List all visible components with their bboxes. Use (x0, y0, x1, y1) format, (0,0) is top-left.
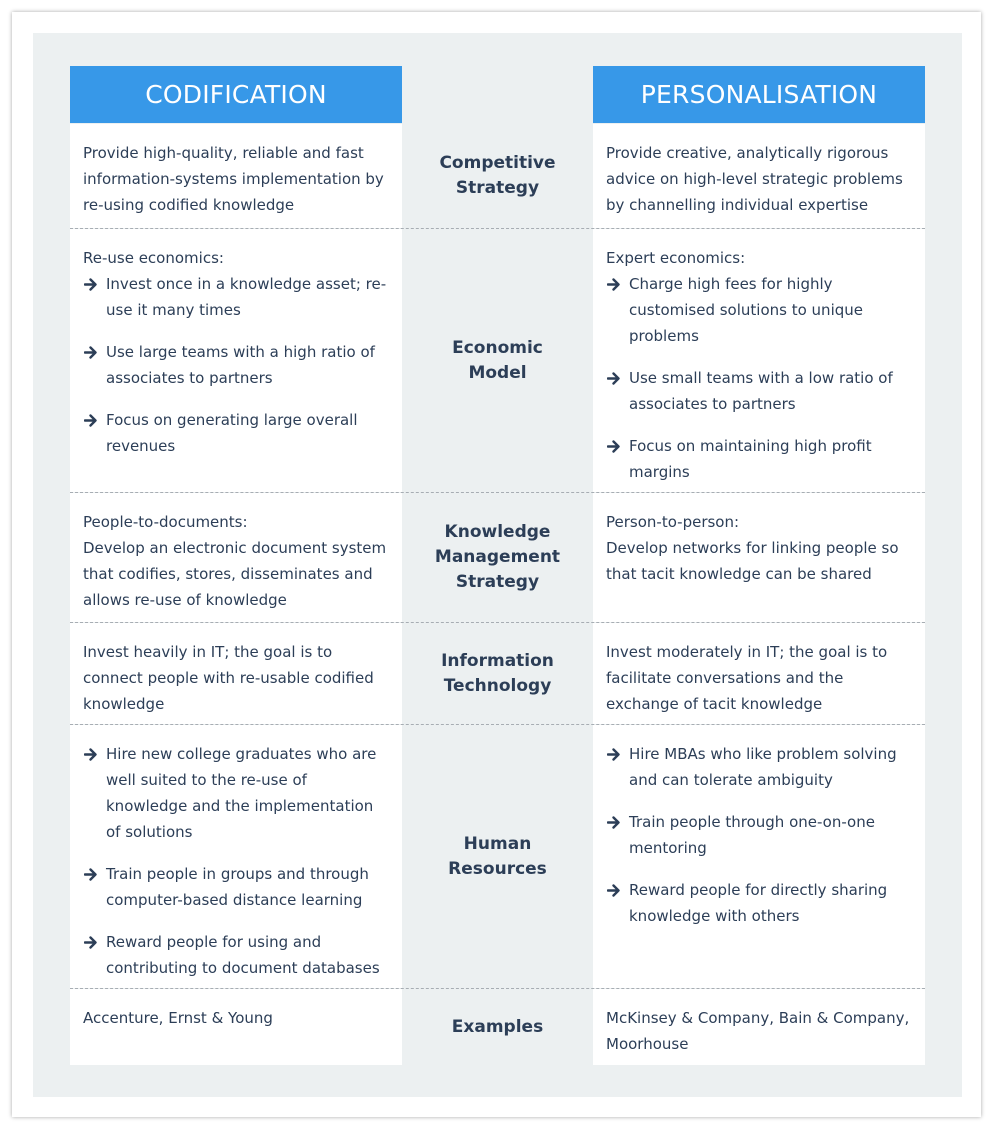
bullet-item (83, 929, 390, 981)
bullet-text: Hire new college graduates who are well suited to the re-use of knowledge and the implementation of solutions (106, 745, 377, 841)
bullet-item (606, 877, 913, 929)
arrow-right-icon (606, 877, 629, 903)
bullet-item (606, 433, 913, 485)
codification-cell (70, 725, 402, 988)
arrow-right-icon (84, 278, 98, 291)
codification-title: CODIFICATION (145, 80, 327, 109)
row-label (402, 493, 593, 622)
arrow-right-icon (84, 936, 98, 949)
cell-text: Provide creative, analytically rigorous advice on high-level strategic problems by channelling individual expertise (606, 144, 903, 214)
arrow-right-icon (84, 748, 98, 761)
bullet-text: Train people through one-on-one mentoring (629, 813, 875, 857)
bullet-text: Use small teams with a low ratio of associates to partners (629, 369, 893, 413)
bullet-item (83, 271, 390, 323)
codification-cell (70, 989, 402, 1065)
personalisation-cell (593, 229, 925, 492)
bullet-text: Reward people for using and contributing to document databases (106, 933, 380, 977)
arrow-right-icon (606, 271, 629, 297)
row-label-text: Economic Model (452, 337, 543, 383)
cell-text: Expert economics: (606, 249, 746, 267)
arrow-right-icon (607, 748, 621, 761)
cell-text: Person-to-person: Develop networks for linking people so that tacit knowledge can be shared (606, 513, 899, 583)
bullet-text: Charge high fees for highly customised solutions to unique problems (629, 275, 863, 345)
cell-text: Accenture, Ernst & Young (83, 1009, 273, 1027)
bullet-text: Reward people for directly sharing knowledge with others (629, 881, 888, 925)
personalisation-cell (593, 623, 925, 724)
bullet-text: Train people in groups and through computer-based distance learning (106, 865, 369, 909)
arrow-right-icon (606, 741, 629, 767)
cell-text: People-to-documents: Develop an electronic document system that codifies, stores, disseminates and allows re-use of knowledge (83, 513, 387, 609)
cell-text: Invest moderately in IT; the goal is to facilitate conversations and the exchange of tacit knowledge (606, 643, 888, 713)
arrow-right-icon (606, 433, 629, 459)
arrow-right-icon (84, 414, 98, 427)
personalisation-cell (593, 725, 925, 988)
row-label-text: Information Technology (441, 650, 554, 696)
arrow-right-icon (84, 346, 98, 359)
personalisation-cell (593, 989, 925, 1065)
arrow-right-icon (607, 372, 621, 385)
row-label-text: Examples (451, 1016, 544, 1037)
bullet-item (606, 271, 913, 349)
arrow-right-icon (607, 278, 621, 291)
row-label-text: Human Resources (448, 833, 547, 879)
cell-text: Invest heavily in IT; the goal is to connect people with re-usable codified knowledge (83, 643, 374, 713)
arrow-right-icon (83, 339, 106, 365)
codification-cell (70, 229, 402, 492)
bullet-text: Use large teams with a high ratio of associates to partners (106, 343, 375, 387)
cell-text: Provide high-quality, reliable and fast information-systems implementation by re-using codified knowledge (83, 144, 384, 214)
arrow-right-icon (607, 884, 621, 897)
cell-text: Re-use economics: (83, 249, 224, 267)
bullet-text: Hire MBAs who like problem solving and can tolerate ambiguity (629, 745, 897, 789)
bullet-item (83, 861, 390, 913)
row-label (402, 725, 593, 988)
bullet-item (606, 741, 913, 793)
personalisation-cell (593, 493, 925, 622)
arrow-right-icon (83, 741, 106, 767)
row-label (402, 623, 593, 724)
cell-text: McKinsey & Company, Bain & Company, Moorhouse (606, 1009, 910, 1053)
row-label-text: Knowledge Management Strategy (434, 522, 561, 592)
arrow-right-icon (607, 440, 621, 453)
arrow-right-icon (606, 365, 629, 391)
codification-cell (70, 493, 402, 622)
row-label (402, 124, 593, 228)
bullet-text: Invest once in a knowledge asset; re-use it many times (106, 275, 387, 319)
arrow-right-icon (83, 929, 106, 955)
codification-header (70, 66, 402, 123)
personalisation-title: PERSONALISATION (640, 80, 878, 109)
arrow-right-icon (83, 861, 106, 887)
personalisation-header (593, 66, 925, 123)
bullet-item (83, 407, 390, 459)
row-label (402, 229, 593, 492)
bullet-item (83, 339, 390, 391)
bullet-text: Focus on generating large overall revenues (106, 411, 358, 455)
codification-cell (70, 623, 402, 724)
arrow-right-icon (83, 271, 106, 297)
arrow-right-icon (84, 868, 98, 881)
bullet-text: Focus on maintaining high profit margins (629, 437, 872, 481)
row-label (402, 989, 593, 1065)
arrow-right-icon (606, 809, 629, 835)
arrow-right-icon (83, 407, 106, 433)
arrow-right-icon (607, 816, 621, 829)
bullet-item (606, 809, 913, 861)
bullet-item (83, 741, 390, 845)
row-label-text: Competitive Strategy (439, 153, 556, 198)
codification-cell (70, 124, 402, 228)
personalisation-cell (593, 124, 925, 228)
bullet-item (606, 365, 913, 417)
